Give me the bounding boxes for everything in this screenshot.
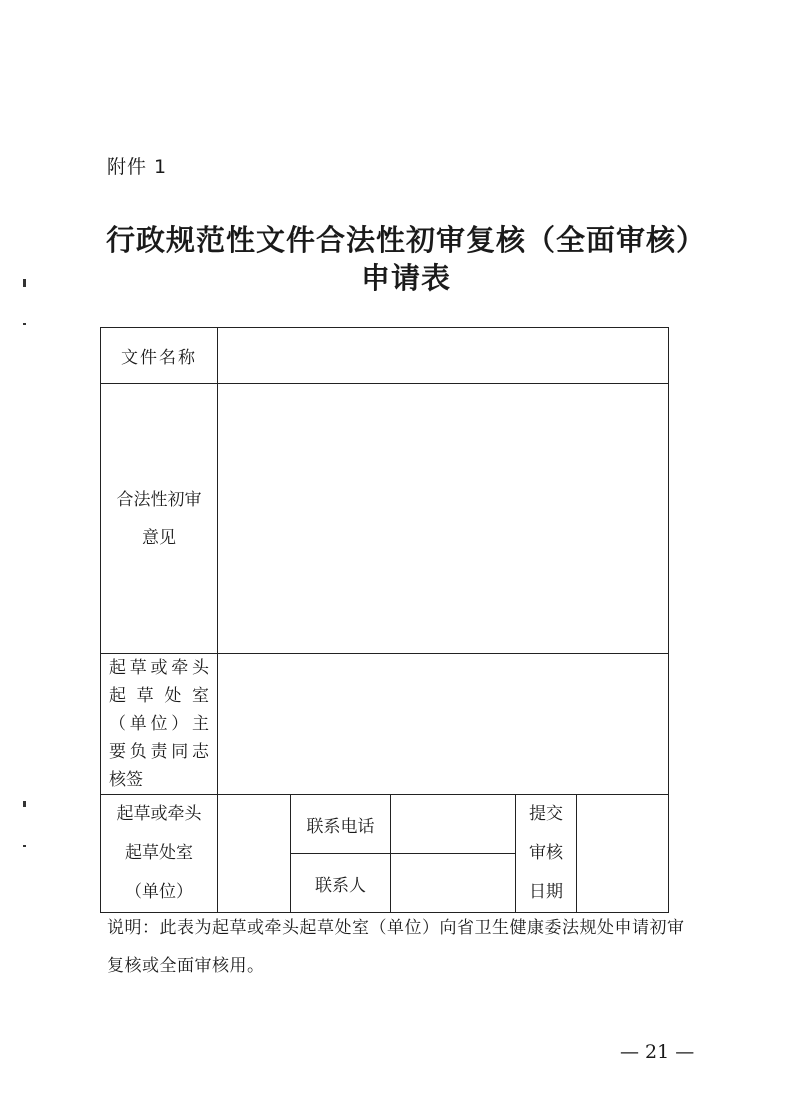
- margin-mark: [23, 801, 26, 807]
- application-form-table: [100, 327, 669, 913]
- opinion-label-line: 合法性初审: [116, 489, 202, 510]
- form-title-line1: 行政规范性文件合法性初审复核（全面审核）: [105, 223, 706, 257]
- opinion-field[interactable]: [218, 384, 669, 654]
- table-row: [101, 795, 669, 854]
- doc-name-field[interactable]: [218, 328, 669, 384]
- phone-field[interactable]: [391, 795, 516, 854]
- margin-mark: [23, 279, 26, 287]
- submit-date-label-line: 提交: [529, 804, 563, 824]
- table-row: [101, 328, 669, 384]
- margin-mark: [23, 845, 26, 847]
- margin-mark: [23, 323, 26, 325]
- table-row: [101, 654, 669, 795]
- sign-label-line: 要负责同志: [109, 742, 209, 762]
- table-row: [101, 384, 669, 654]
- doc-name-label: 文件名称: [101, 328, 218, 384]
- contact-unit-label-line: （单位）: [125, 882, 193, 903]
- opinion-label-line: 意见: [142, 527, 176, 548]
- sign-label-line: 起草或牵头: [109, 658, 209, 678]
- form-note: 说明：此表为起草或牵头起草处室（单位）向省卫生健康委法规处申请初审复核或全面审核用。: [107, 918, 685, 976]
- sign-field[interactable]: [218, 654, 669, 795]
- contact-unit-label-line: 起草处室: [125, 843, 193, 864]
- phone-label: 联系电话: [291, 795, 391, 854]
- page-number: — 21 —: [620, 1041, 695, 1063]
- contact-unit-label: [101, 795, 218, 913]
- contact-unit-label-line: 起草或牵头: [116, 804, 202, 824]
- form-title-line2: 申请表: [360, 261, 451, 295]
- submit-date-label-line: 日期: [529, 882, 563, 903]
- submit-date-field[interactable]: [577, 795, 669, 913]
- contact-person-label: 联系人: [291, 854, 391, 913]
- submit-date-label: [516, 795, 577, 913]
- opinion-label: [101, 384, 218, 654]
- contact-person-field[interactable]: [391, 854, 516, 913]
- contact-unit-field[interactable]: [218, 795, 291, 913]
- submit-date-label-line: 审核: [529, 843, 563, 864]
- sign-label-line: 核签: [109, 770, 143, 790]
- sign-label-line: 起草处室: [109, 686, 209, 706]
- sign-label: [101, 654, 218, 795]
- sign-label-line: （单位）主: [109, 714, 209, 734]
- attachment-label: 附件 1: [107, 156, 168, 178]
